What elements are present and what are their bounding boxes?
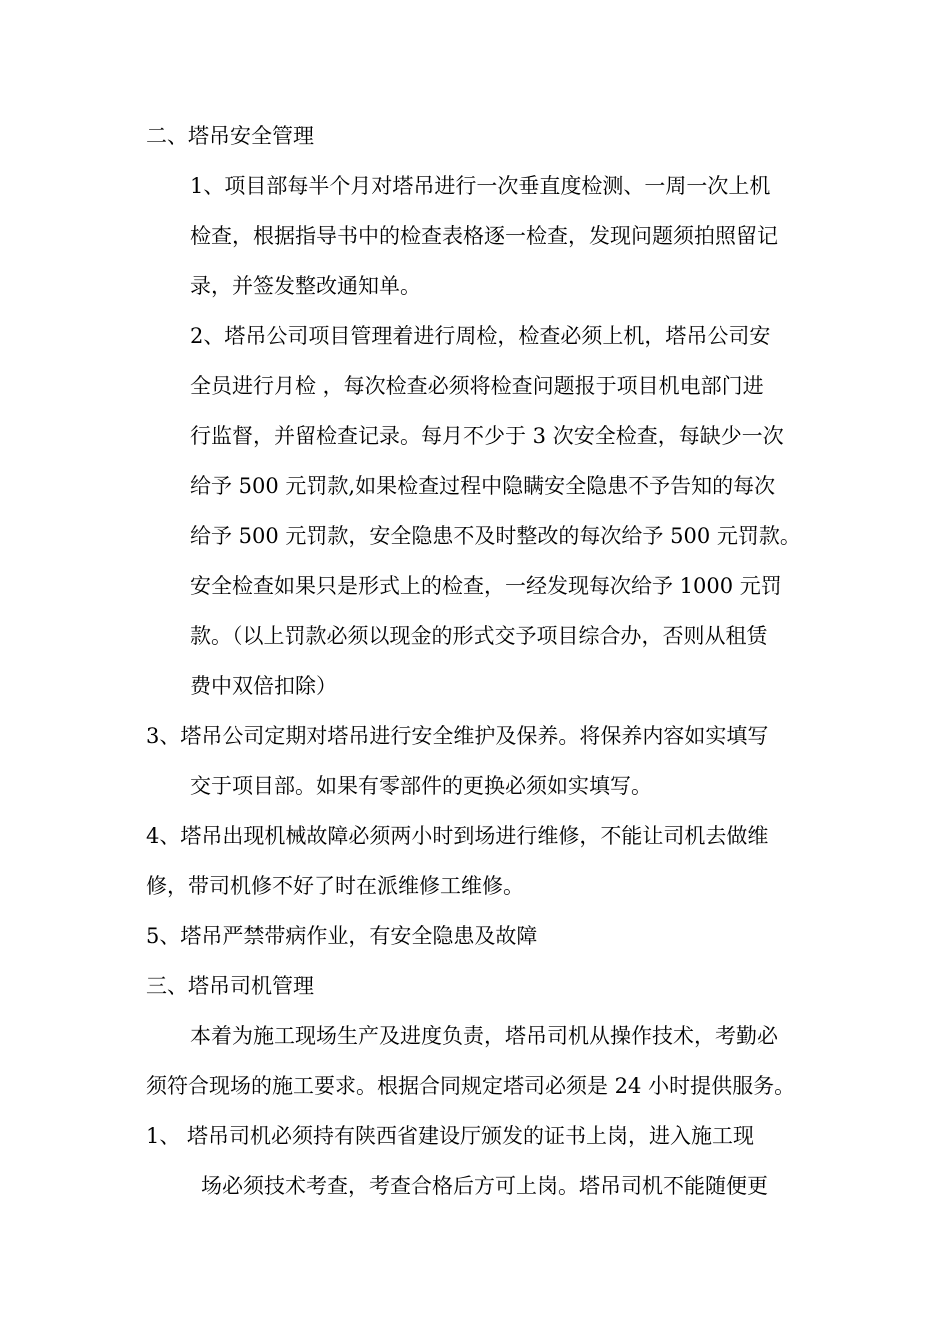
paragraph-line: 安全检查如果只是形式上的检查，一经发现每次给予 1000 元罚: [190, 574, 782, 598]
paragraph-line: 行监督，并留检查记录。每月不少于 3 次安全检查，每缺少一次: [190, 424, 784, 448]
paragraph-line: 录，并签发整改通知单。: [190, 274, 421, 298]
section-heading-tower-crane-safety: 二、塔吊安全管理: [146, 124, 314, 148]
paragraph-line: 给予 500 元罚款,如果检查过程中隐瞒安全隐患不予告知的每次: [190, 474, 776, 498]
paragraph-line: 场必须技术考查，考查合格后方可上岗。塔吊司机不能随便更: [201, 1174, 768, 1198]
paragraph-line: 给予 500 元罚款，安全隐患不及时整改的每次给予 500 元罚款。: [190, 524, 801, 548]
paragraph-line: 1、 塔吊司机必须持有陕西省建设厅颁发的证书上岗，进入施工现: [146, 1124, 755, 1148]
paragraph-line: 3、塔吊公司定期对塔吊进行安全维护及保养。将保养内容如实填写: [146, 724, 769, 748]
paragraph-line: 本着为施工现场生产及进度负责，塔吊司机从操作技术，考勤必: [190, 1024, 778, 1048]
section-heading-crane-operator-management: 三、塔吊司机管理: [146, 974, 314, 998]
paragraph-line: 全员进行月检 ，每次检查必须将检查问题报于项目机电部门进: [190, 374, 764, 398]
paragraph-line: 1、项目部每半个月对塔吊进行一次垂直度检测、一周一次上机: [190, 174, 771, 198]
paragraph-line: 费中双倍扣除）: [190, 674, 337, 698]
paragraph-line: 检查，根据指导书中的检查表格逐一检查，发现问题须拍照留记: [190, 224, 778, 248]
paragraph-line: 修，带司机修不好了时在派维修工维修。: [146, 874, 524, 898]
paragraph-line: 款。（以上罚款必须以现金的形式交予项目综合办，否则从租赁: [190, 624, 768, 648]
paragraph-line: 2、塔吊公司项目管理着进行周检，检查必须上机，塔吊公司安: [190, 324, 771, 348]
paragraph-line: 须符合现场的施工要求。根据合同规定塔司必须是 24 小时提供服务。: [146, 1074, 796, 1098]
paragraph-line: 交于项目部。如果有零部件的更换必须如实填写。: [190, 774, 652, 798]
paragraph-line: 4、塔吊出现机械故障必须两小时到场进行维修，不能让司机去做维: [146, 824, 769, 848]
paragraph-line: 5、塔吊严禁带病作业，有安全隐患及故障: [146, 924, 538, 948]
